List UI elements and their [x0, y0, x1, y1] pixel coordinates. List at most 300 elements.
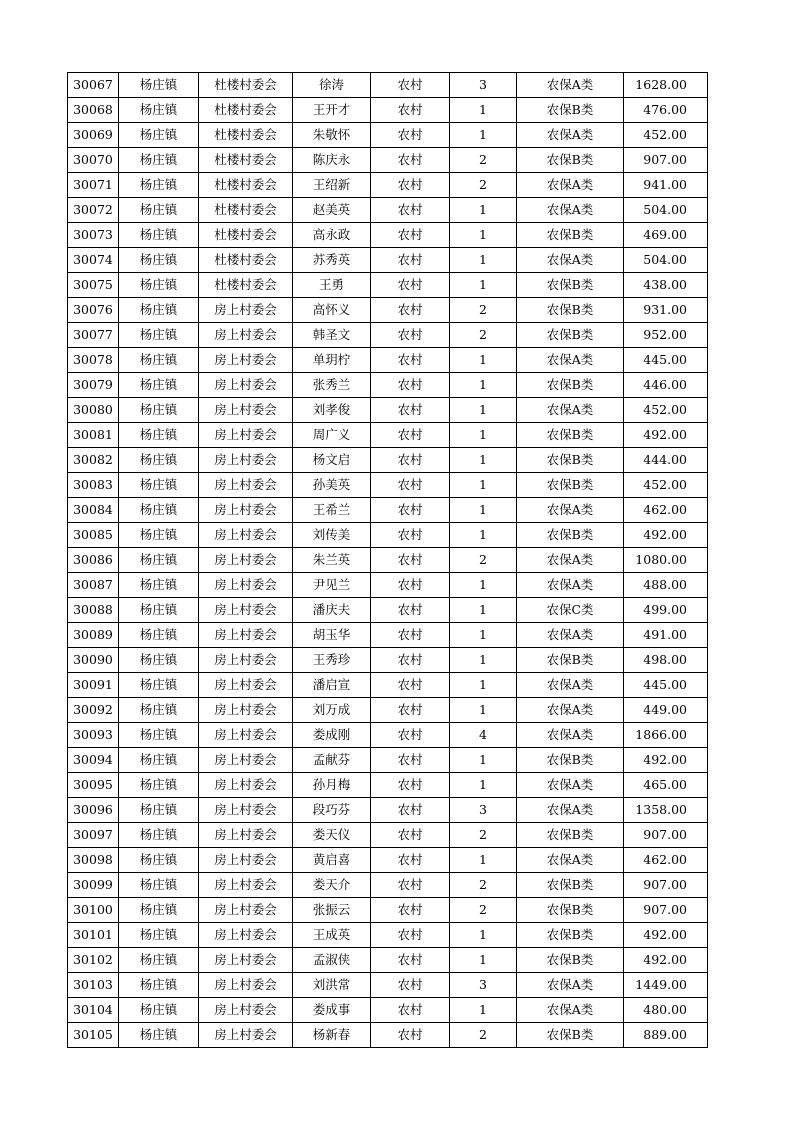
amount-cell: 462.00 — [624, 848, 708, 873]
area-type-cell: 农村 — [371, 73, 450, 98]
table-row — [68, 998, 708, 1023]
record-id-cell: 30079 — [68, 373, 119, 398]
person-name-cell: 孙月梅 — [293, 773, 371, 798]
record-id-cell: 30073 — [68, 223, 119, 248]
person-name-cell: 潘庆夫 — [293, 598, 371, 623]
person-name-cell: 韩圣文 — [293, 323, 371, 348]
insurance-category-cell: 农保A类 — [517, 548, 624, 573]
household-count-cell: 1 — [450, 398, 517, 423]
insurance-category-cell: 农保B类 — [517, 898, 624, 923]
record-id-cell: 30091 — [68, 673, 119, 698]
household-count-cell: 1 — [450, 648, 517, 673]
person-name-cell: 孟淑侠 — [293, 948, 371, 973]
record-id-cell: 30076 — [68, 298, 119, 323]
person-name-cell: 段巧芬 — [293, 798, 371, 823]
household-count-cell: 2 — [450, 298, 517, 323]
amount-cell: 449.00 — [624, 698, 708, 723]
amount-cell: 907.00 — [624, 873, 708, 898]
amount-cell: 504.00 — [624, 248, 708, 273]
insurance-category-cell: 农保B类 — [517, 148, 624, 173]
person-name-cell: 胡玉华 — [293, 623, 371, 648]
record-id-cell: 30078 — [68, 348, 119, 373]
village-committee-cell: 房上村委会 — [199, 598, 293, 623]
amount-cell: 476.00 — [624, 98, 708, 123]
record-id-cell: 30069 — [68, 123, 119, 148]
person-name-cell: 刘孝俊 — [293, 398, 371, 423]
record-id-cell: 30086 — [68, 548, 119, 573]
insurance-category-cell: 农保B类 — [517, 298, 624, 323]
table-row — [68, 398, 708, 423]
town-cell: 杨庄镇 — [119, 273, 199, 298]
record-id-cell: 30095 — [68, 773, 119, 798]
record-id-cell: 30105 — [68, 1023, 119, 1048]
record-id-cell: 30102 — [68, 948, 119, 973]
insurance-category-cell: 农保A类 — [517, 348, 624, 373]
area-type-cell: 农村 — [371, 773, 450, 798]
record-id-cell: 30085 — [68, 523, 119, 548]
household-count-cell: 1 — [450, 848, 517, 873]
table-row — [68, 498, 708, 523]
insurance-category-cell: 农保A类 — [517, 123, 624, 148]
village-committee-cell: 杜楼村委会 — [199, 223, 293, 248]
town-cell: 杨庄镇 — [119, 373, 199, 398]
village-committee-cell: 房上村委会 — [199, 673, 293, 698]
household-count-cell: 1 — [450, 523, 517, 548]
record-id-cell: 30090 — [68, 648, 119, 673]
person-name-cell: 娄天仪 — [293, 823, 371, 848]
town-cell: 杨庄镇 — [119, 673, 199, 698]
record-id-cell: 30099 — [68, 873, 119, 898]
person-name-cell: 娄成刚 — [293, 723, 371, 748]
records-table — [67, 72, 708, 1048]
table-row — [68, 373, 708, 398]
village-committee-cell: 房上村委会 — [199, 823, 293, 848]
person-name-cell: 黄启喜 — [293, 848, 371, 873]
insurance-category-cell: 农保A类 — [517, 198, 624, 223]
amount-cell: 492.00 — [624, 748, 708, 773]
household-count-cell: 2 — [450, 548, 517, 573]
town-cell: 杨庄镇 — [119, 848, 199, 873]
household-count-cell: 1 — [450, 473, 517, 498]
amount-cell: 438.00 — [624, 273, 708, 298]
village-committee-cell: 房上村委会 — [199, 848, 293, 873]
town-cell: 杨庄镇 — [119, 73, 199, 98]
village-committee-cell: 房上村委会 — [199, 523, 293, 548]
insurance-category-cell: 农保B类 — [517, 473, 624, 498]
amount-cell: 452.00 — [624, 123, 708, 148]
record-id-cell: 30094 — [68, 748, 119, 773]
area-type-cell: 农村 — [371, 698, 450, 723]
town-cell: 杨庄镇 — [119, 773, 199, 798]
town-cell: 杨庄镇 — [119, 548, 199, 573]
village-committee-cell: 房上村委会 — [199, 473, 293, 498]
village-committee-cell: 房上村委会 — [199, 373, 293, 398]
village-committee-cell: 房上村委会 — [199, 648, 293, 673]
village-committee-cell: 房上村委会 — [199, 898, 293, 923]
insurance-category-cell: 农保B类 — [517, 323, 624, 348]
table-row — [68, 1023, 708, 1048]
table-row — [68, 923, 708, 948]
record-id-cell: 30068 — [68, 98, 119, 123]
area-type-cell: 农村 — [371, 623, 450, 648]
record-id-cell: 30089 — [68, 623, 119, 648]
amount-cell: 931.00 — [624, 298, 708, 323]
village-committee-cell: 房上村委会 — [199, 623, 293, 648]
amount-cell: 1080.00 — [624, 548, 708, 573]
village-committee-cell: 房上村委会 — [199, 423, 293, 448]
village-committee-cell: 房上村委会 — [199, 723, 293, 748]
town-cell: 杨庄镇 — [119, 1023, 199, 1048]
village-committee-cell: 房上村委会 — [199, 973, 293, 998]
household-count-cell: 2 — [450, 1023, 517, 1048]
town-cell: 杨庄镇 — [119, 323, 199, 348]
insurance-category-cell: 农保B类 — [517, 873, 624, 898]
insurance-category-cell: 农保A类 — [517, 998, 624, 1023]
insurance-category-cell: 农保B类 — [517, 1023, 624, 1048]
area-type-cell: 农村 — [371, 498, 450, 523]
table-row — [68, 73, 708, 98]
town-cell: 杨庄镇 — [119, 648, 199, 673]
household-count-cell: 3 — [450, 798, 517, 823]
area-type-cell: 农村 — [371, 223, 450, 248]
record-id-cell: 30074 — [68, 248, 119, 273]
village-committee-cell: 房上村委会 — [199, 398, 293, 423]
area-type-cell: 农村 — [371, 348, 450, 373]
area-type-cell: 农村 — [371, 673, 450, 698]
amount-cell: 1866.00 — [624, 723, 708, 748]
insurance-category-cell: 农保B类 — [517, 948, 624, 973]
household-count-cell: 2 — [450, 173, 517, 198]
area-type-cell: 农村 — [371, 448, 450, 473]
area-type-cell: 农村 — [371, 648, 450, 673]
table-row — [68, 123, 708, 148]
table-row — [68, 948, 708, 973]
amount-cell: 952.00 — [624, 323, 708, 348]
amount-cell: 1358.00 — [624, 798, 708, 823]
village-committee-cell: 杜楼村委会 — [199, 123, 293, 148]
table-row — [68, 573, 708, 598]
area-type-cell: 农村 — [371, 298, 450, 323]
village-committee-cell: 房上村委会 — [199, 348, 293, 373]
town-cell: 杨庄镇 — [119, 448, 199, 473]
person-name-cell: 王秀珍 — [293, 648, 371, 673]
record-id-cell: 30103 — [68, 973, 119, 998]
area-type-cell: 农村 — [371, 1023, 450, 1048]
person-name-cell: 王开才 — [293, 98, 371, 123]
person-name-cell: 王希兰 — [293, 498, 371, 523]
table-row — [68, 173, 708, 198]
amount-cell: 1449.00 — [624, 973, 708, 998]
town-cell: 杨庄镇 — [119, 723, 199, 748]
village-committee-cell: 房上村委会 — [199, 998, 293, 1023]
table-row — [68, 598, 708, 623]
person-name-cell: 王成英 — [293, 923, 371, 948]
amount-cell: 1628.00 — [624, 73, 708, 98]
town-cell: 杨庄镇 — [119, 148, 199, 173]
area-type-cell: 农村 — [371, 873, 450, 898]
household-count-cell: 1 — [450, 123, 517, 148]
table-row — [68, 423, 708, 448]
amount-cell: 499.00 — [624, 598, 708, 623]
insurance-category-cell: 农保A类 — [517, 573, 624, 598]
village-committee-cell: 房上村委会 — [199, 923, 293, 948]
household-count-cell: 1 — [450, 998, 517, 1023]
insurance-category-cell: 农保A类 — [517, 398, 624, 423]
town-cell: 杨庄镇 — [119, 998, 199, 1023]
record-id-cell: 30070 — [68, 148, 119, 173]
record-id-cell: 30093 — [68, 723, 119, 748]
amount-cell: 907.00 — [624, 148, 708, 173]
amount-cell: 469.00 — [624, 223, 708, 248]
table-row — [68, 248, 708, 273]
amount-cell: 465.00 — [624, 773, 708, 798]
table-row — [68, 873, 708, 898]
person-name-cell: 孟献芬 — [293, 748, 371, 773]
village-committee-cell: 房上村委会 — [199, 448, 293, 473]
amount-cell: 492.00 — [624, 923, 708, 948]
village-committee-cell: 房上村委会 — [199, 698, 293, 723]
insurance-category-cell: 农保B类 — [517, 523, 624, 548]
record-id-cell: 30104 — [68, 998, 119, 1023]
record-id-cell: 30083 — [68, 473, 119, 498]
amount-cell: 492.00 — [624, 523, 708, 548]
amount-cell: 889.00 — [624, 1023, 708, 1048]
table-row — [68, 648, 708, 673]
insurance-category-cell: 农保A类 — [517, 848, 624, 873]
person-name-cell: 高永政 — [293, 223, 371, 248]
town-cell: 杨庄镇 — [119, 823, 199, 848]
area-type-cell: 农村 — [371, 423, 450, 448]
village-committee-cell: 杜楼村委会 — [199, 248, 293, 273]
record-id-cell: 30067 — [68, 73, 119, 98]
person-name-cell: 朱兰英 — [293, 548, 371, 573]
table-row — [68, 98, 708, 123]
town-cell: 杨庄镇 — [119, 623, 199, 648]
insurance-category-cell: 农保A类 — [517, 773, 624, 798]
household-count-cell: 1 — [450, 698, 517, 723]
village-committee-cell: 杜楼村委会 — [199, 98, 293, 123]
town-cell: 杨庄镇 — [119, 348, 199, 373]
insurance-category-cell: 农保B类 — [517, 98, 624, 123]
town-cell: 杨庄镇 — [119, 898, 199, 923]
area-type-cell: 农村 — [371, 123, 450, 148]
area-type-cell: 农村 — [371, 273, 450, 298]
table-body — [68, 73, 708, 1048]
village-committee-cell: 杜楼村委会 — [199, 148, 293, 173]
area-type-cell: 农村 — [371, 198, 450, 223]
insurance-category-cell: 农保A类 — [517, 498, 624, 523]
person-name-cell: 周广义 — [293, 423, 371, 448]
record-id-cell: 30088 — [68, 598, 119, 623]
insurance-category-cell: 农保B类 — [517, 423, 624, 448]
record-id-cell: 30101 — [68, 923, 119, 948]
insurance-category-cell: 农保B类 — [517, 373, 624, 398]
town-cell: 杨庄镇 — [119, 948, 199, 973]
table-row — [68, 848, 708, 873]
household-count-cell: 1 — [450, 673, 517, 698]
insurance-category-cell: 农保A类 — [517, 623, 624, 648]
person-name-cell: 潘启宣 — [293, 673, 371, 698]
table-row — [68, 273, 708, 298]
household-count-cell: 2 — [450, 898, 517, 923]
town-cell: 杨庄镇 — [119, 523, 199, 548]
area-type-cell: 农村 — [371, 173, 450, 198]
village-committee-cell: 房上村委会 — [199, 298, 293, 323]
person-name-cell: 王绍新 — [293, 173, 371, 198]
area-type-cell: 农村 — [371, 598, 450, 623]
amount-cell: 488.00 — [624, 573, 708, 598]
town-cell: 杨庄镇 — [119, 573, 199, 598]
table-row — [68, 323, 708, 348]
table-row — [68, 473, 708, 498]
table-row — [68, 698, 708, 723]
insurance-category-cell: 农保B类 — [517, 448, 624, 473]
table-row — [68, 148, 708, 173]
insurance-category-cell: 农保A类 — [517, 673, 624, 698]
town-cell: 杨庄镇 — [119, 398, 199, 423]
table-row — [68, 448, 708, 473]
household-count-cell: 1 — [450, 423, 517, 448]
person-name-cell: 赵美英 — [293, 198, 371, 223]
area-type-cell: 农村 — [371, 898, 450, 923]
person-name-cell: 娄天介 — [293, 873, 371, 898]
table-row — [68, 823, 708, 848]
household-count-cell: 2 — [450, 148, 517, 173]
table-row — [68, 298, 708, 323]
household-count-cell: 1 — [450, 348, 517, 373]
table-row — [68, 623, 708, 648]
record-id-cell: 30077 — [68, 323, 119, 348]
record-id-cell: 30098 — [68, 848, 119, 873]
amount-cell: 498.00 — [624, 648, 708, 673]
household-count-cell: 1 — [450, 198, 517, 223]
household-count-cell: 1 — [450, 923, 517, 948]
area-type-cell: 农村 — [371, 723, 450, 748]
town-cell: 杨庄镇 — [119, 298, 199, 323]
person-name-cell: 刘传美 — [293, 523, 371, 548]
table-row — [68, 673, 708, 698]
table-row — [68, 198, 708, 223]
household-count-cell: 4 — [450, 723, 517, 748]
household-count-cell: 1 — [450, 498, 517, 523]
person-name-cell: 刘万成 — [293, 698, 371, 723]
town-cell: 杨庄镇 — [119, 173, 199, 198]
record-id-cell: 30080 — [68, 398, 119, 423]
table-row — [68, 723, 708, 748]
town-cell: 杨庄镇 — [119, 248, 199, 273]
household-count-cell: 2 — [450, 323, 517, 348]
area-type-cell: 农村 — [371, 998, 450, 1023]
record-id-cell: 30081 — [68, 423, 119, 448]
record-id-cell: 30096 — [68, 798, 119, 823]
record-id-cell: 30087 — [68, 573, 119, 598]
town-cell: 杨庄镇 — [119, 473, 199, 498]
village-committee-cell: 房上村委会 — [199, 748, 293, 773]
amount-cell: 452.00 — [624, 473, 708, 498]
amount-cell: 445.00 — [624, 673, 708, 698]
amount-cell: 907.00 — [624, 898, 708, 923]
town-cell: 杨庄镇 — [119, 123, 199, 148]
person-name-cell: 单玥柠 — [293, 348, 371, 373]
village-committee-cell: 房上村委会 — [199, 873, 293, 898]
town-cell: 杨庄镇 — [119, 698, 199, 723]
amount-cell: 504.00 — [624, 198, 708, 223]
insurance-category-cell: 农保A类 — [517, 73, 624, 98]
record-id-cell: 30072 — [68, 198, 119, 223]
table-row — [68, 773, 708, 798]
village-committee-cell: 房上村委会 — [199, 323, 293, 348]
household-count-cell: 3 — [450, 973, 517, 998]
insurance-category-cell: 农保A类 — [517, 973, 624, 998]
household-count-cell: 1 — [450, 948, 517, 973]
insurance-category-cell: 农保B类 — [517, 648, 624, 673]
insurance-category-cell: 农保C类 — [517, 598, 624, 623]
person-name-cell: 杨文启 — [293, 448, 371, 473]
insurance-category-cell: 农保B类 — [517, 923, 624, 948]
insurance-category-cell: 农保B类 — [517, 273, 624, 298]
record-id-cell: 30100 — [68, 898, 119, 923]
insurance-category-cell: 农保B类 — [517, 748, 624, 773]
record-id-cell: 30075 — [68, 273, 119, 298]
table-row — [68, 748, 708, 773]
household-count-cell: 1 — [450, 598, 517, 623]
area-type-cell: 农村 — [371, 148, 450, 173]
village-committee-cell: 房上村委会 — [199, 548, 293, 573]
record-id-cell: 30097 — [68, 823, 119, 848]
household-count-cell: 1 — [450, 773, 517, 798]
town-cell: 杨庄镇 — [119, 923, 199, 948]
household-count-cell: 1 — [450, 448, 517, 473]
person-name-cell: 刘洪常 — [293, 973, 371, 998]
area-type-cell: 农村 — [371, 473, 450, 498]
village-committee-cell: 杜楼村委会 — [199, 73, 293, 98]
village-committee-cell: 杜楼村委会 — [199, 173, 293, 198]
amount-cell: 492.00 — [624, 423, 708, 448]
person-name-cell: 尹见兰 — [293, 573, 371, 598]
person-name-cell: 张振云 — [293, 898, 371, 923]
person-name-cell: 高怀义 — [293, 298, 371, 323]
household-count-cell: 2 — [450, 873, 517, 898]
insurance-category-cell: 农保B类 — [517, 223, 624, 248]
town-cell: 杨庄镇 — [119, 748, 199, 773]
town-cell: 杨庄镇 — [119, 498, 199, 523]
household-count-cell: 3 — [450, 73, 517, 98]
area-type-cell: 农村 — [371, 923, 450, 948]
area-type-cell: 农村 — [371, 548, 450, 573]
person-name-cell: 张秀兰 — [293, 373, 371, 398]
town-cell: 杨庄镇 — [119, 223, 199, 248]
village-committee-cell: 杜楼村委会 — [199, 198, 293, 223]
person-name-cell: 朱敬怀 — [293, 123, 371, 148]
area-type-cell: 农村 — [371, 823, 450, 848]
insurance-category-cell: 农保A类 — [517, 723, 624, 748]
amount-cell: 480.00 — [624, 998, 708, 1023]
record-id-cell: 30084 — [68, 498, 119, 523]
household-count-cell: 1 — [450, 273, 517, 298]
household-count-cell: 1 — [450, 748, 517, 773]
household-count-cell: 2 — [450, 823, 517, 848]
household-count-cell: 1 — [450, 98, 517, 123]
amount-cell: 492.00 — [624, 948, 708, 973]
town-cell: 杨庄镇 — [119, 798, 199, 823]
record-id-cell: 30092 — [68, 698, 119, 723]
person-name-cell: 苏秀英 — [293, 248, 371, 273]
amount-cell: 444.00 — [624, 448, 708, 473]
insurance-category-cell: 农保B类 — [517, 823, 624, 848]
area-type-cell: 农村 — [371, 848, 450, 873]
area-type-cell: 农村 — [371, 323, 450, 348]
amount-cell: 907.00 — [624, 823, 708, 848]
